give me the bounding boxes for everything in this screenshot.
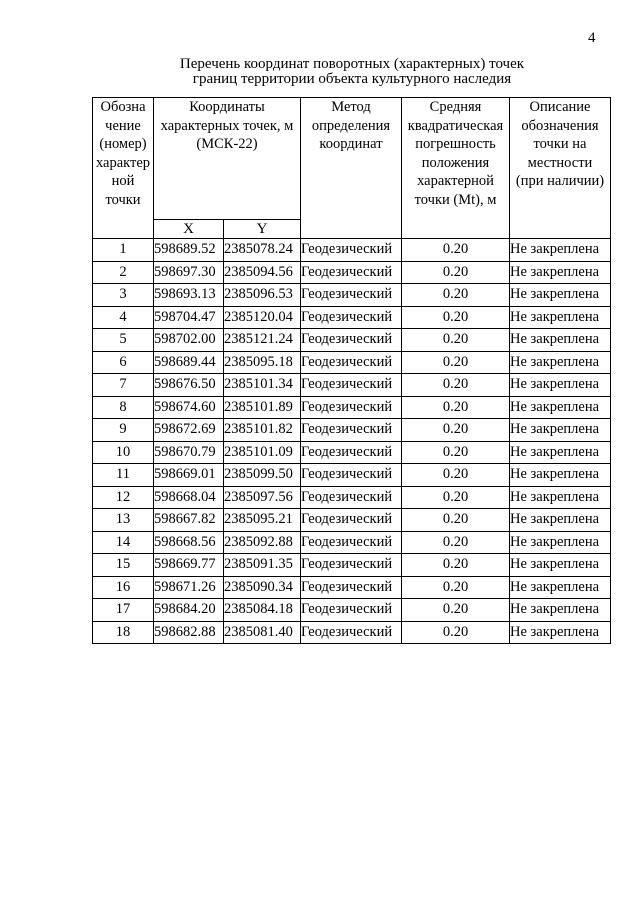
table-row xyxy=(93,239,611,262)
header-line: положения xyxy=(421,154,490,171)
y-coordinate-cell: 2385101.34 xyxy=(224,374,301,397)
y-coordinate-cell: 2385120.04 xyxy=(224,306,301,329)
y-coordinate-cell: 2385101.89 xyxy=(224,396,301,419)
point-number-cell: 5 xyxy=(93,329,154,352)
error-cell: 0.20 xyxy=(402,441,510,464)
point-number-cell: 11 xyxy=(93,464,154,487)
x-coordinate-cell: 598689.44 xyxy=(154,351,224,374)
table-row xyxy=(93,464,611,487)
description-cell: Не закреплена xyxy=(510,284,611,307)
error-cell: 0.20 xyxy=(402,531,510,554)
header-line: обозначения xyxy=(521,117,599,134)
header-line: определения xyxy=(311,117,391,134)
table-body xyxy=(93,239,611,644)
point-number-cell: 16 xyxy=(93,576,154,599)
x-coordinate-cell: 598670.79 xyxy=(154,441,224,464)
point-number-cell: 9 xyxy=(93,419,154,442)
x-coordinate-cell: 598668.56 xyxy=(154,531,224,554)
point-number-cell: 6 xyxy=(93,351,154,374)
table-row xyxy=(93,374,611,397)
header-line: погрешность xyxy=(415,136,496,152)
description-cell: Не закреплена xyxy=(510,419,611,442)
error-cell: 0.20 xyxy=(402,351,510,374)
description-cell: Не закреплена xyxy=(510,261,611,284)
y-coordinate-cell: 2385101.82 xyxy=(224,419,301,442)
header-method xyxy=(301,98,402,239)
x-coordinate-cell: 598674.60 xyxy=(154,396,224,419)
x-coordinate-cell: 598684.20 xyxy=(154,599,224,622)
y-coordinate-cell: 2385081.40 xyxy=(224,621,301,644)
description-cell: Не закреплена xyxy=(510,329,611,352)
title-line-1: Перечень координат поворотных (характерных) точек xyxy=(179,56,525,72)
point-number-cell: 18 xyxy=(93,621,154,644)
x-coordinate-cell: 598682.88 xyxy=(154,621,224,644)
method-cell: Геодезический xyxy=(301,554,402,577)
table-row xyxy=(93,554,611,577)
error-cell: 0.20 xyxy=(402,329,510,352)
header-line: характер xyxy=(95,154,151,171)
table-row xyxy=(93,396,611,419)
header-line: (МСК-22) xyxy=(196,136,258,152)
error-cell: 0.20 xyxy=(402,554,510,577)
method-cell: Геодезический xyxy=(301,441,402,464)
header-line: характерных точек, м xyxy=(160,117,294,134)
header-line: (номер) xyxy=(99,136,147,152)
header-line: характерной xyxy=(417,173,494,189)
page-title xyxy=(92,57,612,87)
method-cell: Геодезический xyxy=(301,239,402,262)
y-coordinate-cell: 2385090.34 xyxy=(224,576,301,599)
header-description xyxy=(510,98,611,239)
header-x: X xyxy=(154,220,224,239)
x-coordinate-cell: 598667.82 xyxy=(154,509,224,532)
y-coordinate-cell: 2385095.18 xyxy=(224,351,301,374)
table-row xyxy=(93,621,611,644)
method-cell: Геодезический xyxy=(301,374,402,397)
x-coordinate-cell: 598704.47 xyxy=(154,306,224,329)
table-row xyxy=(93,576,611,599)
header-line: Координаты xyxy=(189,99,265,115)
header-line: координат xyxy=(319,136,383,152)
x-coordinate-cell: 598671.26 xyxy=(154,576,224,599)
table-row xyxy=(93,441,611,464)
y-coordinate-cell: 2385092.88 xyxy=(224,531,301,554)
point-number-cell: 8 xyxy=(93,396,154,419)
header-point-number xyxy=(93,98,154,239)
y-coordinate-cell: 2385084.18 xyxy=(224,599,301,622)
header-error xyxy=(402,98,510,239)
table-row xyxy=(93,486,611,509)
header-line: квадратическая xyxy=(407,117,504,134)
point-number-cell: 13 xyxy=(93,509,154,532)
header-line: местности xyxy=(527,154,593,171)
point-number-cell: 10 xyxy=(93,441,154,464)
y-coordinate-cell: 2385094.56 xyxy=(224,261,301,284)
x-coordinate-cell: 598669.77 xyxy=(154,554,224,577)
x-coordinate-cell: 598693.13 xyxy=(154,284,224,307)
description-cell: Не закреплена xyxy=(510,464,611,487)
method-cell: Геодезический xyxy=(301,396,402,419)
error-cell: 0.20 xyxy=(402,374,510,397)
description-cell: Не закреплена xyxy=(510,576,611,599)
header-line: точки xyxy=(105,191,141,208)
method-cell: Геодезический xyxy=(301,351,402,374)
header-line: Метод xyxy=(331,99,371,115)
page-number: 4 xyxy=(588,30,596,46)
header-y: Y xyxy=(224,220,301,239)
method-cell: Геодезический xyxy=(301,419,402,442)
method-cell: Геодезический xyxy=(301,486,402,509)
point-number-cell: 1 xyxy=(93,239,154,262)
header-line: Описание xyxy=(529,99,591,115)
error-cell: 0.20 xyxy=(402,621,510,644)
error-cell: 0.20 xyxy=(402,239,510,262)
y-coordinate-cell: 2385096.53 xyxy=(224,284,301,307)
header-line: ной xyxy=(111,173,135,189)
x-coordinate-cell: 598689.52 xyxy=(154,239,224,262)
error-cell: 0.20 xyxy=(402,599,510,622)
table-row xyxy=(93,351,611,374)
error-cell: 0.20 xyxy=(402,576,510,599)
title-line-2: границ территории объекта культурного наследия xyxy=(192,71,512,87)
header-line: (при наличии) xyxy=(515,173,605,189)
error-cell: 0.20 xyxy=(402,261,510,284)
table-row xyxy=(93,509,611,532)
x-coordinate-cell: 598697.30 xyxy=(154,261,224,284)
description-cell: Не закреплена xyxy=(510,374,611,397)
table-row xyxy=(93,306,611,329)
method-cell: Геодезический xyxy=(301,306,402,329)
error-cell: 0.20 xyxy=(402,284,510,307)
description-cell: Не закреплена xyxy=(510,599,611,622)
table-row xyxy=(93,329,611,352)
x-coordinate-cell: 598672.69 xyxy=(154,419,224,442)
point-number-cell: 3 xyxy=(93,284,154,307)
description-cell: Не закреплена xyxy=(510,441,611,464)
description-cell: Не закреплена xyxy=(510,531,611,554)
point-number-cell: 12 xyxy=(93,486,154,509)
description-cell: Не закреплена xyxy=(510,351,611,374)
header-line: Обозна xyxy=(100,99,146,115)
y-coordinate-cell: 2385097.56 xyxy=(224,486,301,509)
x-coordinate-cell: 598668.04 xyxy=(154,486,224,509)
error-cell: 0.20 xyxy=(402,396,510,419)
description-cell: Не закреплена xyxy=(510,554,611,577)
method-cell: Геодезический xyxy=(301,284,402,307)
x-coordinate-cell: 598702.00 xyxy=(154,329,224,352)
header-coordinates xyxy=(154,98,301,220)
method-cell: Геодезический xyxy=(301,576,402,599)
header-line: точки (Mt), м xyxy=(414,191,497,208)
method-cell: Геодезический xyxy=(301,464,402,487)
method-cell: Геодезический xyxy=(301,599,402,622)
table-row xyxy=(93,261,611,284)
error-cell: 0.20 xyxy=(402,464,510,487)
description-cell: Не закреплена xyxy=(510,239,611,262)
x-coordinate-cell: 598676.50 xyxy=(154,374,224,397)
point-number-cell: 7 xyxy=(93,374,154,397)
y-coordinate-cell: 2385099.50 xyxy=(224,464,301,487)
table-row xyxy=(93,531,611,554)
y-coordinate-cell: 2385078.24 xyxy=(224,239,301,262)
description-cell: Не закреплена xyxy=(510,621,611,644)
method-cell: Геодезический xyxy=(301,329,402,352)
y-coordinate-cell: 2385121.24 xyxy=(224,329,301,352)
table-row xyxy=(93,419,611,442)
method-cell: Геодезический xyxy=(301,621,402,644)
point-number-cell: 4 xyxy=(93,306,154,329)
y-coordinate-cell: 2385101.09 xyxy=(224,441,301,464)
header-line: точки на xyxy=(533,136,587,152)
table-row xyxy=(93,284,611,307)
table-row xyxy=(93,599,611,622)
error-cell: 0.20 xyxy=(402,486,510,509)
y-coordinate-cell: 2385091.35 xyxy=(224,554,301,577)
description-cell: Не закреплена xyxy=(510,486,611,509)
header-line: Средняя xyxy=(429,99,482,115)
point-number-cell: 14 xyxy=(93,531,154,554)
header-line: чение xyxy=(105,117,141,134)
method-cell: Геодезический xyxy=(301,261,402,284)
y-coordinate-cell: 2385095.21 xyxy=(224,509,301,532)
error-cell: 0.20 xyxy=(402,509,510,532)
description-cell: Не закреплена xyxy=(510,306,611,329)
description-cell: Не закреплена xyxy=(510,509,611,532)
error-cell: 0.20 xyxy=(402,306,510,329)
method-cell: Геодезический xyxy=(301,531,402,554)
coordinates-table xyxy=(92,97,611,644)
method-cell: Геодезический xyxy=(301,509,402,532)
point-number-cell: 2 xyxy=(93,261,154,284)
point-number-cell: 17 xyxy=(93,599,154,622)
point-number-cell: 15 xyxy=(93,554,154,577)
error-cell: 0.20 xyxy=(402,419,510,442)
description-cell: Не закреплена xyxy=(510,396,611,419)
x-coordinate-cell: 598669.01 xyxy=(154,464,224,487)
